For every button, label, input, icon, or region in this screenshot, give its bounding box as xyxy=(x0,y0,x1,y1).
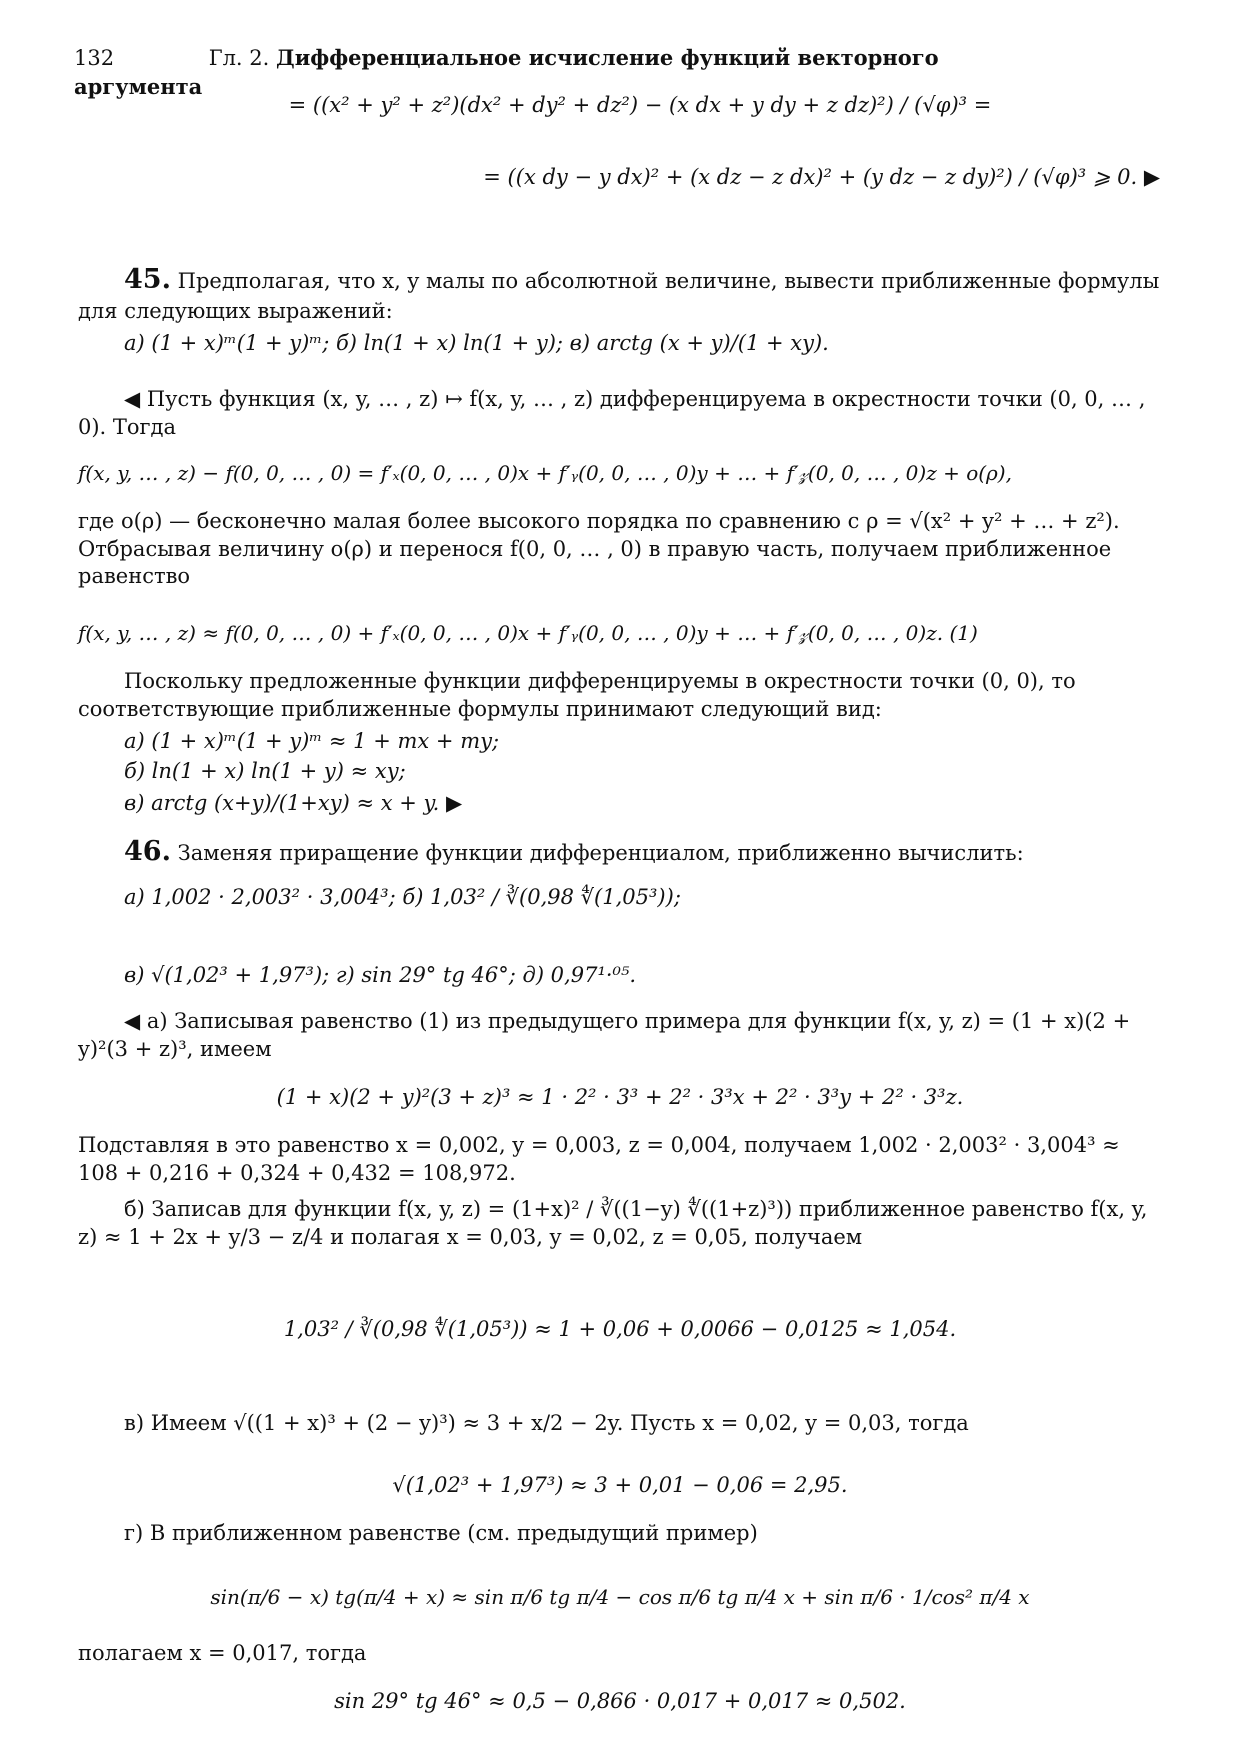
solution-46-a-result: Подставляя в это равенство x = 0,002, y = 0,003, z = 0,004, получаем 1,002 · 2,003² · 3,004³ ≈ 108 + 0,216 + 0,324 + 0,432 = 108,972. xyxy=(78,1133,1120,1185)
top-formula-line1: = ((x² + y² + z²)(dx² + dy² + dz²) − (x dx + y dy + z dz)²) / (√φ)³ = xyxy=(288,93,992,117)
solution-46-c-intro: в) Имеем √((1 + x)³ + (2 − y)³) ≈ 3 + x/2 − 2y. Пусть x = 0,02, y = 0,03, тогда xyxy=(124,1411,969,1435)
problem-45-solution-intro: ◀ Пусть функция (x, y, … , z) ↦ f(x, y, … , z) дифференцируема в окрестности точки (0, 0, … , 0). Тогда xyxy=(78,387,1146,439)
problem-46-text: Заменяя приращение функции дифференциалом, приближенно вычислить: xyxy=(177,841,1024,865)
solution-46-d-formula: sin(π/6 − x) tg(π/4 + x) ≈ sin π/6 tg π/4 − cos π/6 tg π/4 x + sin π/6 · 1/cos² π/4 x xyxy=(210,1585,1030,1609)
solution-46-d-result: sin 29° tg 46° ≈ 0,5 − 0,866 · 0,017 + 0,017 ≈ 0,502. xyxy=(334,1689,906,1713)
answer-45-a: а) (1 + x)ᵐ(1 + y)ᵐ ≈ 1 + mx + my; xyxy=(124,729,500,753)
problem-46-items-1: а) 1,002 · 2,003² · 3,004³; б) 1,03² / ∛(0,98 ∜(1,05³)); xyxy=(124,885,681,909)
problem-45-text: Предполагая, что x, y малы по абсолютной величине, вывести приближенные формулы для следующих выражений: xyxy=(78,269,1160,323)
problem-45-number: 45. xyxy=(124,264,171,295)
solution-46-a-formula: (1 + x)(2 + y)²(3 + z)³ ≈ 1 · 2² · 3³ + 2² · 3³x + 2² · 3³y + 2² · 3³z. xyxy=(276,1085,964,1109)
chapter-title: Дифференциальное исчисление функций векторного аргумента xyxy=(74,45,939,99)
problem-46-statement xyxy=(78,834,1162,870)
problem-46-number: 46. xyxy=(124,836,171,867)
problem-45-items: а) (1 + x)ᵐ(1 + y)ᵐ; б) ln(1 + x) ln(1 + y); в) arctg (x + y)/(1 + xy). xyxy=(124,331,829,355)
solution-46-a-intro: ◀ а) Записывая равенство (1) из предыдущего примера для функции f(x, y, z) = (1 + x)(2 + y)²(3 + z)³, имеем xyxy=(78,1009,1131,1061)
solution-46-b-intro: б) Записав для функции f(x, y, z) = (1+x)² / ∛((1−y) ∜((1+z)³)) приближенное равенство f(x, y, z) ≈ 1 + 2x + y/3 − z/4 и полагая x = 0,03, y = 0,02, z = 0,05, получаем xyxy=(78,1197,1148,1249)
problem-45-since: Поскольку предложенные функции дифференцируемы в окрестности точки (0, 0), то соответствующие приближенные формулы принимают следующий вид: xyxy=(78,669,1076,721)
solution-46-d-let: полагаем x = 0,017, тогда xyxy=(78,1641,367,1665)
problem-45-statement xyxy=(78,262,1162,325)
formula-1: f(x, y, … , z) ≈ f(0, 0, … , 0) + f′ₓ(0, 0, … , 0)x + f′ᵧ(0, 0, … , 0)y + … + f′𝓏(0, 0, … , 0)z. (1) xyxy=(78,621,978,645)
problem-46-items-2: в) √(1,02³ + 1,97³); г) sin 29° tg 46°; д) 0,97¹·⁰⁵. xyxy=(124,963,637,987)
problem-45-expansion: f(x, y, … , z) − f(0, 0, … , 0) = f′ₓ(0, 0, … , 0)x + f′ᵧ(0, 0, … , 0)y + … + f′𝓏(0, 0, … , 0)z + o(ρ), xyxy=(78,461,1012,485)
problem-45-where: где o(ρ) — бесконечно малая более высокого порядка по сравнению с ρ = √(x² + y² + … + z²). Отбрасывая величину o(ρ) и перенося f(0, 0, … , 0) в правую часть, получаем приближенное равенство xyxy=(78,509,1120,589)
solution-46-b-formula: 1,03² / ∛(0,98 ∜(1,05³)) ≈ 1 + 0,06 + 0,0066 − 0,0125 ≈ 1,054. xyxy=(283,1317,957,1341)
page-number: 132 xyxy=(74,46,115,70)
chapter-prefix: Гл. 2. xyxy=(208,46,270,70)
top-formula-line2: = ((x dy − y dx)² + (x dz − z dx)² + (y dz − z dy)²) / (√φ)³ ⩾ 0. ▶ xyxy=(483,165,1160,189)
answer-45-b: б) ln(1 + x) ln(1 + y) ≈ xy; xyxy=(124,759,406,783)
answer-45-c: в) arctg (x+y)/(1+xy) ≈ x + y. ▶ xyxy=(124,791,463,815)
solution-46-c-formula: √(1,02³ + 1,97³) ≈ 3 + 0,01 − 0,06 = 2,95. xyxy=(392,1473,848,1497)
solution-46-d-intro: г) В приближенном равенстве (см. предыдущий пример) xyxy=(124,1521,758,1545)
